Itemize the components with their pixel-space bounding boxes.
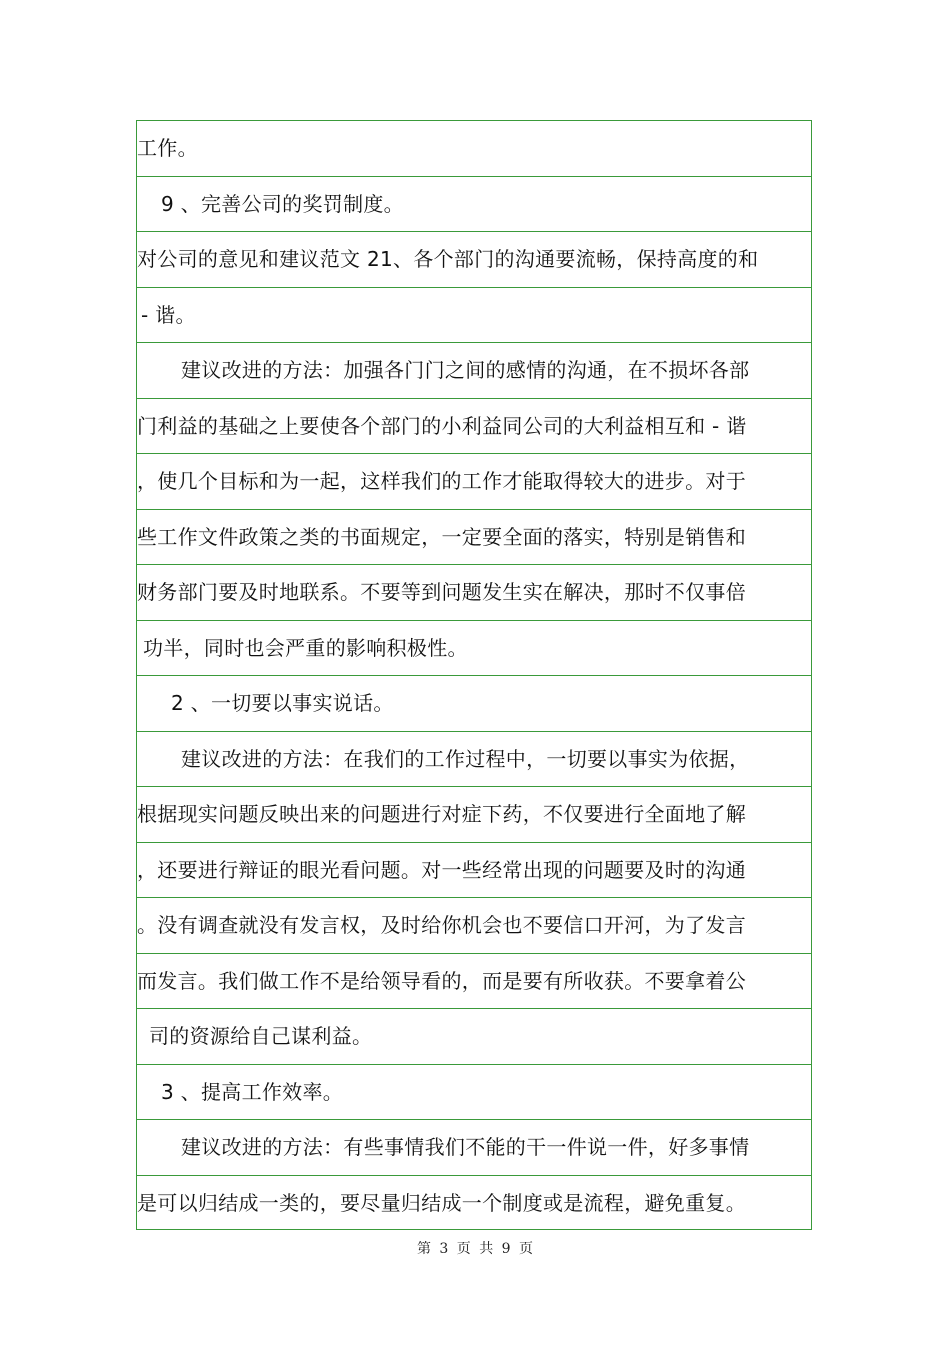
row-text: 功半，同时也会严重的影响积极性。 xyxy=(143,635,468,660)
row-text: 。没有调查就没有发言权，及时给你机会也不要信口开河，为了发言 xyxy=(137,913,746,937)
row-text: 建议改进的方法：在我们的工作过程中，一切要以事实为依据， xyxy=(181,746,750,771)
row-text: 3 、提高工作效率。 xyxy=(161,1079,344,1104)
row-text: 司的资源给自己谋利益。 xyxy=(149,1024,373,1048)
row-text: 建议改进的方法：加强各门门之间的感情的沟通，在不损坏各部 xyxy=(181,358,750,382)
row-text: 而发言。我们做工作不是给领导看的，而是要有所收获。不要拿着公 xyxy=(137,968,746,993)
table-row xyxy=(137,510,811,566)
row-text: 工作。 xyxy=(137,136,198,160)
row-text: 财务部门要及时地联系。不要等到问题发生实在解决，那时不仅事倍 xyxy=(137,580,746,604)
table-row xyxy=(137,676,811,732)
table-row xyxy=(137,621,811,677)
table-row xyxy=(137,732,811,788)
table-row xyxy=(137,843,811,899)
table-row xyxy=(137,898,811,954)
table-row xyxy=(137,121,811,177)
table-row xyxy=(137,343,811,399)
table-row xyxy=(137,232,811,288)
table-row xyxy=(137,1009,811,1065)
table-row xyxy=(137,787,811,843)
row-text: 些工作文件政策之类的书面规定，一定要全面的落实，特别是销售和 xyxy=(137,524,746,549)
row-text: - 谐。 xyxy=(141,302,196,327)
table-row xyxy=(137,1120,811,1176)
table-row xyxy=(137,1065,811,1121)
table-row xyxy=(137,565,811,621)
row-text: 9 、完善公司的奖罚制度。 xyxy=(161,191,404,216)
table-row xyxy=(137,399,811,455)
page-number-footer: 第 3 页 共 9 页 xyxy=(416,1241,534,1257)
row-text: ，使几个目标和为一起，这样我们的工作才能取得较大的进步。对于 xyxy=(137,469,746,493)
row-text: 建议改进的方法：有些事情我们不能的干一件说一件，好多事情 xyxy=(181,1135,750,1159)
row-text: 对公司的意见和建议范文 21、各个部门的沟通要流畅，保持高度的和 xyxy=(137,247,759,271)
table-row xyxy=(137,954,811,1010)
table-row xyxy=(137,288,811,344)
row-text: 2 、一切要以事实说话。 xyxy=(171,691,394,715)
row-text: 根据现实问题反映出来的问题进行对症下药，不仅要进行全面地了解 xyxy=(137,802,746,826)
table-row xyxy=(137,454,811,510)
row-text: 是可以归结成一类的，要尽量归结成一个制度或是流程，避免重复。 xyxy=(137,1190,746,1215)
row-text: 门利益的基础之上要使各个部门的小利益同公司的大利益相互和 - 谐 xyxy=(137,413,747,438)
row-text: ，还要进行辩证的眼光看问题。对一些经常出现的问题要及时的沟通 xyxy=(137,857,746,882)
table-row xyxy=(137,177,811,233)
document-table xyxy=(136,120,812,1230)
table-row xyxy=(137,1176,811,1232)
